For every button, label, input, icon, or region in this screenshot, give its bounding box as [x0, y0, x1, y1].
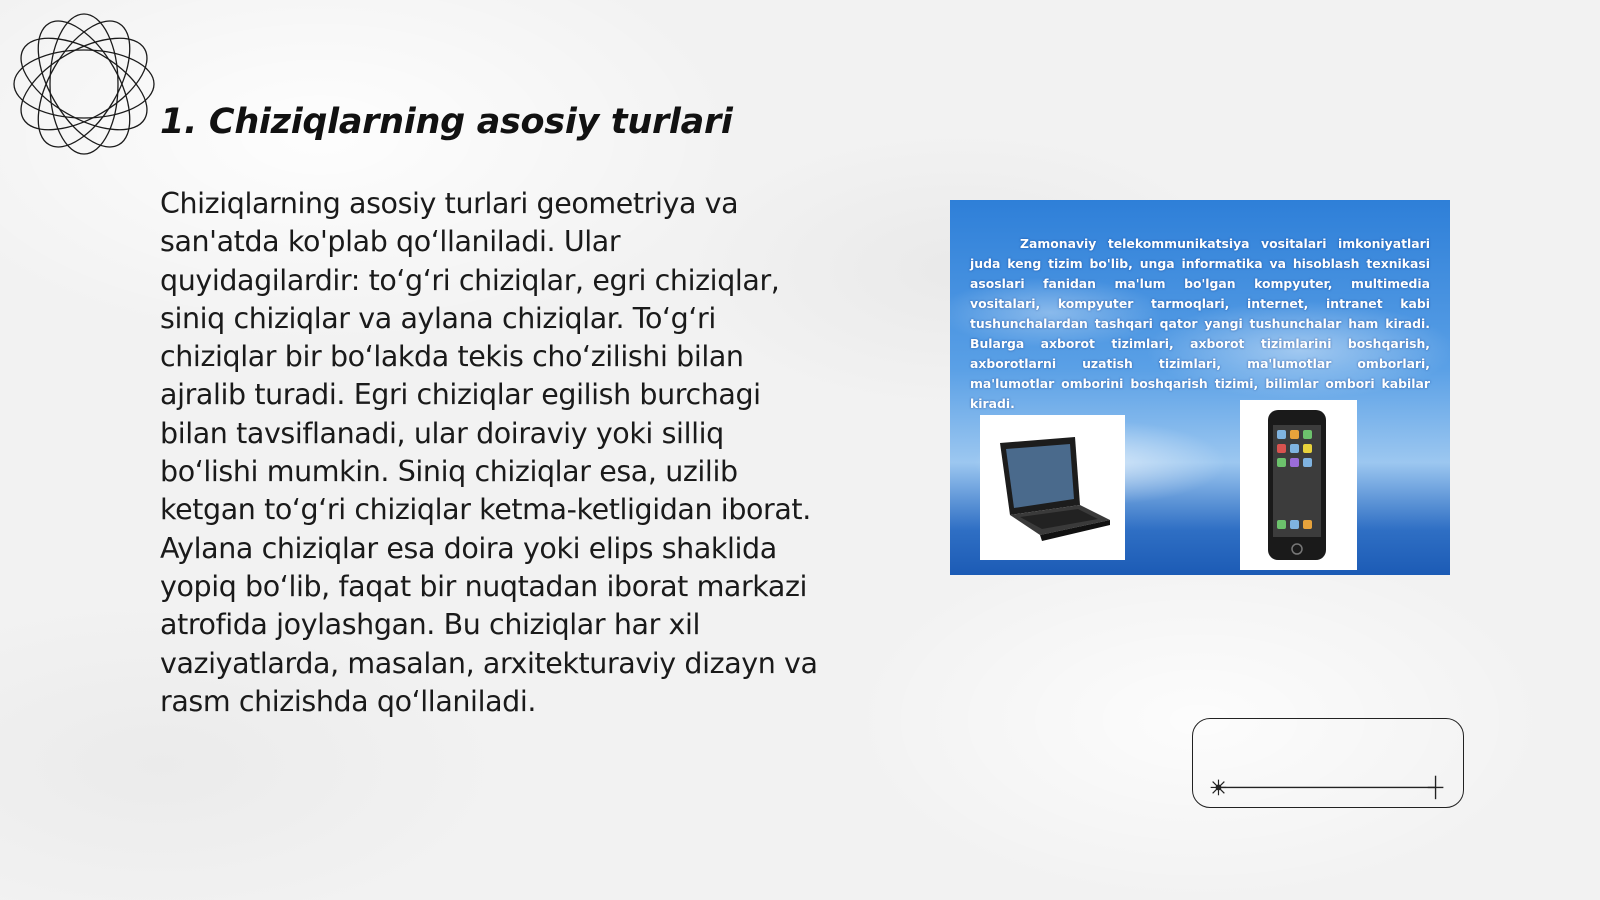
laptop-icon: [980, 415, 1125, 560]
image-caption: Zamonaviy telekommunikatsiya vositalari imkoniyatlari juda keng tizim bo'lib, unga informatika va hisoblash texnikasi asoslari fanidan ma'lum bo'lgan kompyuter, multimedia vositalari, kompyuter tarmoqlari, internet, intranet kabi tushunchalardan tashqari qator yangi tushunchalar ham kiradi. Bularga axborot tizimlari, axborot tizimlarini boshqarish, axborotlarni uzatish tizimlari, ma'lumotlar omborlari, ma'lumotlar omborini boshqarish tizimi, bilimlar ombori kabilar kiradi.: [970, 236, 1430, 411]
smartphone-photo: [1240, 400, 1357, 570]
smartphone-icon: [1240, 400, 1357, 570]
spirograph-ornament-icon: [12, 12, 156, 156]
slide-body-text: Chiziqlarning asosiy turlari geometriya va san'atda ko'plab qo‘llaniladi. Ular quyidagilardir: to‘g‘ri chiziqlar, egri chiziqlar, siniq chiziqlar va aylana chiziqlar. To‘g‘ri chiziqlar bir bo‘lakda tekis cho‘zilishi bilan ajralib turadi. Egri chiziqlar egilish burchagi bilan tavsiflanadi, ular doiraviy yoki silliq bo‘lishi mumkin. Siniq chiziqlar esa, uzilib ketgan to‘g‘ri chiziqlar ketma-ketligidan iborat. Aylana chiziqlar esa doira yoki elips shaklida yopiq bo‘lib, faqat bir nuqtadan iborat markazi atrofida joylashgan. Bu chiziqlar har xil vaziyatlarda, masalan, arxitekturaviy dizayn va rasm chizishda qo‘llaniladi.: [160, 187, 818, 718]
timeline-bar: [1192, 718, 1464, 808]
timeline-line-icon: [1193, 719, 1463, 807]
laptop-photo: [980, 415, 1125, 560]
slide-title: 1. Chiziqlarning asosiy turlari: [160, 102, 733, 142]
telecom-illustration: [950, 200, 1450, 575]
